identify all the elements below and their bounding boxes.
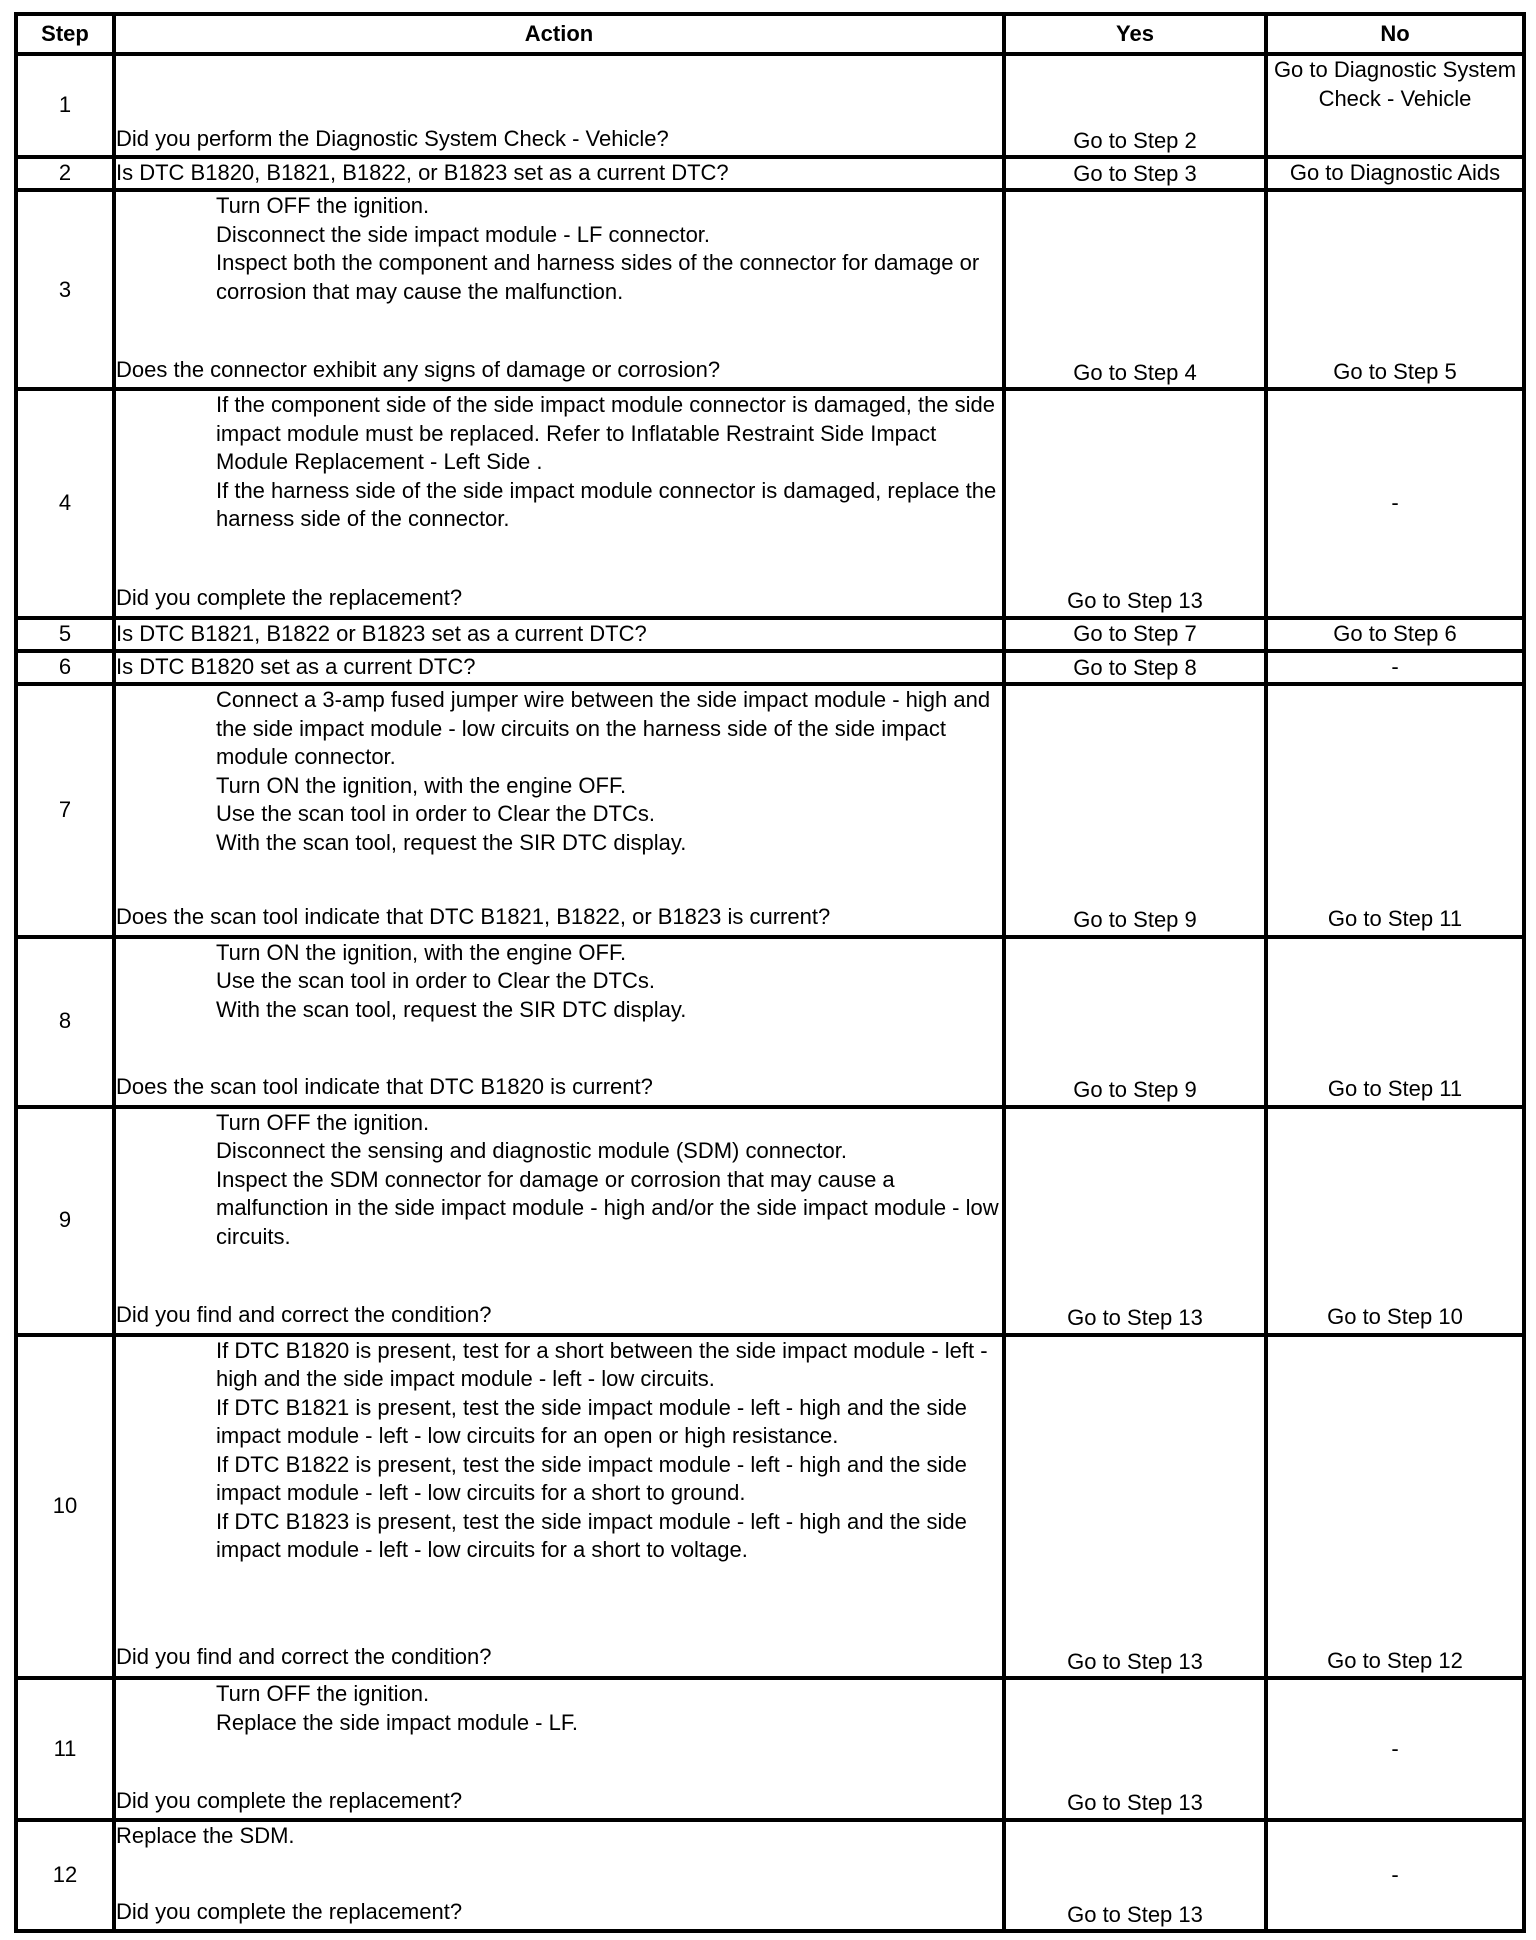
action-line: Disconnect the sensing and diagnostic module (SDM) connector.: [216, 1138, 848, 1164]
action-content: [116, 56, 1002, 153]
action-line: If DTC B1821 is present, test the side impact module - left - high and the side impact module - left - low circuits for an open or high resistance.: [216, 1394, 967, 1449]
action-content: [116, 1337, 1002, 1672]
no-result: -: [1266, 1678, 1524, 1819]
action-line: Turn ON the ignition, with the engine OFF.: [216, 939, 627, 965]
action-content: [116, 391, 1002, 612]
yes-result: Go to Step 13: [1004, 1678, 1266, 1819]
table-row: [16, 651, 1524, 684]
no-result: -: [1266, 651, 1524, 684]
action-cell: [114, 937, 1004, 1107]
action-cell: [114, 1335, 1004, 1678]
yes-result: Go to Step 13: [1004, 1335, 1266, 1678]
step-number: 9: [16, 1107, 114, 1335]
action-line: If the component side of the side impact module connector is damaged, the side impact module must be replaced. Refer to Inflatable Restraint Side Impact Module Replacement - Left Side .: [216, 392, 996, 475]
step-number: 1: [16, 54, 114, 157]
yes-result: Go to Step 9: [1004, 684, 1266, 937]
action-question: Is DTC B1820 set as a current DTC?: [116, 653, 476, 679]
no-result: Go to Step 11: [1266, 937, 1524, 1107]
action-line: If DTC B1823 is present, test the side impact module - left - high and the side impact module - left - low circuits for a short to voltage.: [216, 1508, 967, 1563]
header-no: No: [1266, 14, 1524, 54]
action-line: Use the scan tool in order to Clear the DTCs.: [216, 968, 655, 994]
action-cell: [114, 1820, 1004, 1931]
table-row: [16, 1335, 1524, 1678]
action-question: Does the scan tool indicate that DTC B1821, B1822, or B1823 is current?: [116, 903, 831, 929]
action-line: Inspect the SDM connector for damage or corrosion that may cause a malfunction in the side impact module - high and/or the side impact module - low circuits.: [216, 1166, 999, 1249]
table-row: [16, 684, 1524, 937]
header-row: [16, 14, 1524, 54]
action-line: Turn OFF the ignition.: [216, 193, 430, 219]
no-result: Go to Step 12: [1266, 1335, 1524, 1678]
action-cell: [114, 389, 1004, 617]
action-question: Did you complete the replacement?: [116, 584, 463, 610]
yes-result: Go to Step 4: [1004, 190, 1266, 389]
no-result: Go to Diagnostic System Check - Vehicle: [1266, 54, 1524, 157]
table-row: [16, 54, 1524, 157]
action-question: Is DTC B1821, B1822 or B1823 set as a current DTC?: [116, 620, 647, 646]
action-content: [116, 939, 1002, 1102]
action-instructions: [116, 939, 1002, 1025]
table-row: [16, 1678, 1524, 1819]
table-row: [16, 190, 1524, 389]
action-question: Did you find and correct the condition?: [116, 1644, 492, 1670]
step-number: 11: [16, 1678, 114, 1819]
yes-result: Go to Step 13: [1004, 1820, 1266, 1931]
step-number: 8: [16, 937, 114, 1107]
table-row: [16, 618, 1524, 651]
action-line: With the scan tool, request the SIR DTC display.: [216, 829, 687, 855]
action-line: Turn OFF the ignition.: [216, 1681, 430, 1707]
table-row: [16, 157, 1524, 190]
action-cell: [114, 684, 1004, 937]
action-content: [116, 653, 1002, 681]
action-content: [116, 686, 1002, 931]
no-result: Go to Diagnostic Aids: [1266, 157, 1524, 190]
step-number: 10: [16, 1335, 114, 1678]
action-cell: [114, 1678, 1004, 1819]
diagnostic-table: [14, 12, 1526, 1933]
action-cell: [114, 54, 1004, 157]
yes-result: Go to Step 7: [1004, 618, 1266, 651]
no-result: Go to Step 11: [1266, 684, 1524, 937]
action-line: If DTC B1822 is present, test the side impact module - left - high and the side impact module - left - low circuits for a short to ground.: [216, 1451, 967, 1506]
step-number: 12: [16, 1820, 114, 1931]
action-instructions: [116, 1109, 1002, 1252]
action-line: Replace the SDM.: [116, 1822, 295, 1848]
step-number: 5: [16, 618, 114, 651]
action-content: [116, 1822, 1002, 1927]
action-line: If the harness side of the side impact module connector is damaged, replace the harness side of the connector.: [216, 477, 997, 532]
header-step: Step: [16, 14, 114, 54]
action-content: [116, 192, 1002, 384]
action-question: Does the scan tool indicate that DTC B1820 is current?: [116, 1074, 653, 1100]
action-line: Disconnect the side impact module - LF connector.: [216, 221, 711, 247]
action-content: [116, 620, 1002, 648]
table-row: [16, 1107, 1524, 1335]
action-cell: [114, 651, 1004, 684]
action-cell: [114, 190, 1004, 389]
yes-result: Go to Step 2: [1004, 54, 1266, 157]
action-cell: [114, 618, 1004, 651]
action-cell: [114, 157, 1004, 190]
step-number: 7: [16, 684, 114, 937]
action-line: Replace the side impact module - LF.: [216, 1709, 578, 1735]
action-instructions: [116, 1337, 1002, 1565]
step-number: 2: [16, 157, 114, 190]
action-instructions: [116, 192, 1002, 306]
action-question: Does the connector exhibit any signs of damage or corrosion?: [116, 356, 721, 382]
yes-result: Go to Step 3: [1004, 157, 1266, 190]
table-row: [16, 937, 1524, 1107]
no-result: Go to Step 5: [1266, 190, 1524, 389]
table-row: [16, 1820, 1524, 1931]
yes-result: Go to Step 9: [1004, 937, 1266, 1107]
action-instructions: [116, 391, 1002, 534]
action-question: Did you perform the Diagnostic System Check - Vehicle?: [116, 125, 669, 151]
action-question: Is DTC B1820, B1821, B1822, or B1823 set as a current DTC?: [116, 160, 729, 186]
no-result: Go to Step 10: [1266, 1107, 1524, 1335]
action-instructions: [116, 1822, 1002, 1851]
yes-result: Go to Step 8: [1004, 651, 1266, 684]
action-line: If DTC B1820 is present, test for a short between the side impact module - left - high and the side impact module - left - low circuits.: [216, 1337, 988, 1392]
action-line: Connect a 3-amp fused jumper wire between the side impact module - high and the side impact module - low circuits on the harness side of the side impact module connector.: [216, 687, 991, 770]
yes-result: Go to Step 13: [1004, 389, 1266, 617]
action-content: [116, 159, 1002, 187]
action-cell: [114, 1107, 1004, 1335]
table-body: [16, 54, 1524, 1931]
action-line: Turn ON the ignition, with the engine OFF.: [216, 772, 627, 798]
action-content: [116, 1109, 1002, 1330]
action-line: Turn OFF the ignition.: [216, 1109, 430, 1135]
action-question: Did you complete the replacement?: [116, 1787, 463, 1813]
header-yes: Yes: [1004, 14, 1266, 54]
no-result: -: [1266, 389, 1524, 617]
step-number: 6: [16, 651, 114, 684]
no-result: -: [1266, 1820, 1524, 1931]
no-result: Go to Step 6: [1266, 618, 1524, 651]
action-line: With the scan tool, request the SIR DTC display.: [216, 996, 687, 1022]
action-question: Did you complete the replacement?: [116, 1899, 463, 1925]
step-number: 4: [16, 389, 114, 617]
header-action: Action: [114, 14, 1004, 54]
action-instructions: [116, 1680, 1002, 1737]
yes-result: Go to Step 13: [1004, 1107, 1266, 1335]
action-question: Did you find and correct the condition?: [116, 1302, 492, 1328]
action-content: [116, 1680, 1002, 1815]
table-row: [16, 389, 1524, 617]
action-instructions: [116, 686, 1002, 857]
action-line: Use the scan tool in order to Clear the DTCs.: [216, 801, 655, 827]
step-number: 3: [16, 190, 114, 389]
action-line: Inspect both the component and harness sides of the connector for damage or corrosion that may cause the malfunction.: [216, 250, 980, 304]
